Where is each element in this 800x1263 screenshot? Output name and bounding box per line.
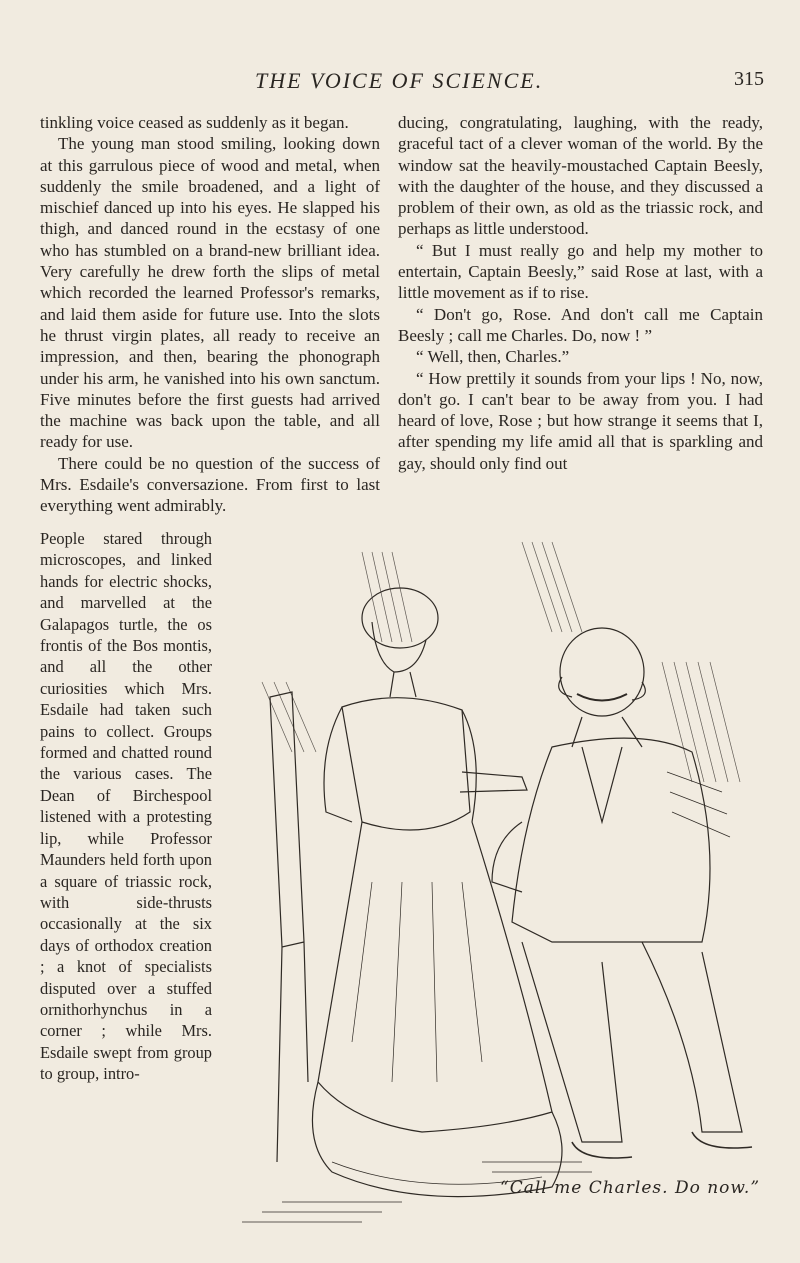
paragraph: “ Well, then, Charles.” (416, 347, 570, 367)
woman-figure (312, 588, 562, 1197)
paragraph: There could be no question of the success of Mrs. Esdaile's conversazione. From first to last everything went admirably. (40, 453, 380, 516)
running-title: THE VOICE OF SCIENCE. (255, 68, 544, 93)
right-column (398, 112, 763, 474)
couple-illustration (222, 522, 782, 1242)
paragraph: “ Don't go, Rose. And don't call me Captain Beesly ; call me Charles. Do, now ! ” (398, 304, 763, 345)
paragraph: The young man stood smiling, looking down at this garrulous piece of wood and metal, when suddenly the smile broadened, and a light of mischief danced up into his eyes. He slapped his thigh, and danced round in the ecstasy of one who has stumbled on a brand-new brilliant idea. Very carefully he drew forth the slips of metal which recorded the learned Professor's remarks, and laid them aside for future use. Into the slots he thrust virgin plates, all ready to receive an impression, and then, bearing the phonograph under his arm, he vanished into his own sanctum. Five minutes before the first guests had arrived the machine was back upon the table, and all ready for use. (40, 134, 380, 452)
man-figure (492, 628, 752, 1158)
engraved-illustration (222, 522, 782, 1242)
paragraph: “ But I must really go and help my mother to entertain, Captain Beesly,” said Rose at last, with a little movement as if to rise. (398, 240, 763, 303)
paragraph: tinkling voice ceased as suddenly as it began. (40, 113, 349, 132)
narrow-column (40, 528, 212, 1085)
running-head (0, 68, 800, 98)
page-number: 315 (734, 68, 764, 90)
paragraph: ducing, congratulating, laughing, with the ready, graceful tact of a clever woman of the world. By the window sat the heavily-moustached Captain Beesly, with the daughter of the house, and they discussed a problem of their own, as old as the triassic rock, and perhaps as little understood. (398, 113, 763, 239)
paragraph: People stared through microscopes, and linked hands for electric shocks, and marvelled at the Galapagos turtle, the os frontis of the Bos montis, and all the other curiosities which Mrs. Esdaile had taken such pains to collect. Groups formed and chatted round the various cases. The Dean of Birchespool listened with a protesting lip, while Professor Maunders held forth upon a square of triassic rock, with side-thrusts occasionally at the six days of orthodox creation ; a knot of specialists disputed over a stuffed ornithorhynchus in a corner ; while Mrs. Esdaile swept from group to group, intro- (40, 529, 212, 1084)
left-column (40, 112, 380, 517)
paragraph: “ How prettily it sounds from your lips ! No, now, don't go. I can't bear to be away from you. I had heard of love, Rose ; but how strange it seems that I, after spending my life amid all that is sparkling and gay, should only find out (398, 368, 763, 473)
chair (270, 692, 308, 1162)
background-hatching (262, 542, 740, 782)
illustration-caption: “Call me Charles. Do now.” (500, 1178, 761, 1198)
